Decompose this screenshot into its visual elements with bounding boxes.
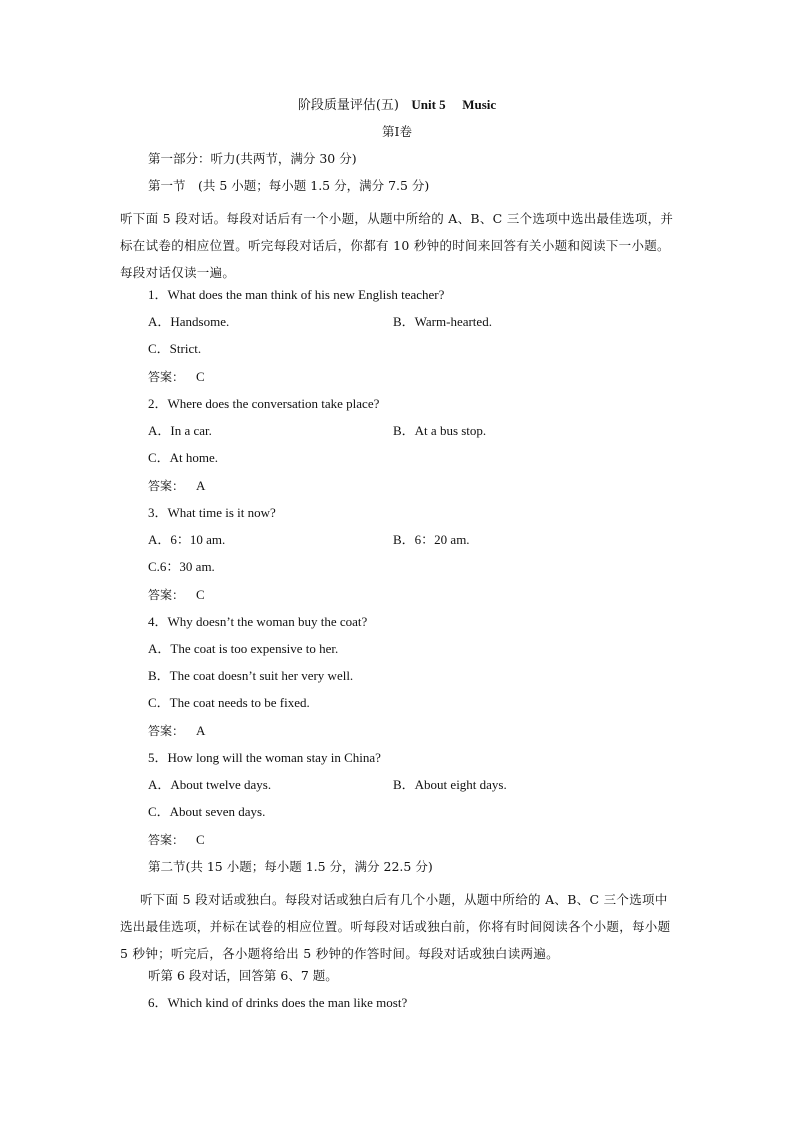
question-3-option-b: B．6：20 am.: [393, 532, 470, 547]
volume-label: 第Ⅰ卷: [382, 124, 412, 139]
question-5-option-c: C．About seven days.: [148, 804, 266, 819]
question-1-option-a: A．Handsome.: [148, 314, 230, 329]
question-6-stem: 6．Which kind of drinks does the man like most?: [148, 995, 408, 1010]
question-3-option-c: C.6：30 am.: [148, 559, 215, 574]
question-5-answer: 答案： C: [148, 832, 205, 847]
question-5-stem: 5．How long will the woman stay in China?: [148, 750, 381, 765]
section1-instructions: 听下面 5 段对话。每段对话后有一个小题，从题中所给的 A、B、C 三个选项中选出最佳选项，并标在试卷的相应位置。听完每段对话后，你都有 10 秒钟的时间来回答有关小题和阅读下一小题。每段对话仅读一遍。: [120, 211, 674, 280]
question-5-option-b: B．About eight days.: [393, 777, 507, 792]
question-5-option-a: A．About twelve days.: [148, 777, 272, 792]
question-3-stem: 3．What time is it now?: [148, 505, 276, 520]
title-topic: Music: [462, 97, 497, 112]
part1-heading: 第一部分：听力(共两节，满分 30 分): [148, 151, 357, 166]
question-2-answer: 答案： A: [148, 478, 206, 493]
section2-heading: 第二节(共 15 小题；每小题 1.5 分，满分 22.5 分): [148, 859, 433, 874]
question-3-answer: 答案： C: [148, 587, 205, 602]
question-4-answer: 答案： A: [148, 723, 206, 738]
question-4-option-a: A．The coat is too expensive to her.: [148, 641, 339, 656]
question-4-option-b: B．The coat doesn’t suit her very well.: [148, 668, 354, 683]
question-4-option-c: C．The coat needs to be fixed.: [148, 695, 310, 710]
title-unit: Unit 5: [411, 97, 446, 112]
question-1-stem: 1．What does the man think of his new English teacher?: [148, 287, 445, 302]
question-3-option-a: A．6：10 am.: [148, 532, 226, 547]
question-2-option-a: A．In a car.: [148, 423, 212, 438]
question-2-option-c: C．At home.: [148, 450, 219, 465]
question-1-option-c: C．Strict.: [148, 341, 202, 356]
question-2-option-b: B．At a bus stop.: [393, 423, 487, 438]
dialog-6-intro: 听第 6 段对话，回答第 6、7 题。: [148, 968, 338, 983]
page-title: [0, 97, 794, 114]
question-4-stem: 4．Why doesn’t the woman buy the coat?: [148, 614, 368, 629]
question-1-answer: 答案： C: [148, 369, 205, 384]
title-cn: 阶段质量评估(五): [297, 98, 399, 113]
section1-heading: 第一节 (共 5 小题；每小题 1.5 分，满分 7.5 分): [148, 178, 430, 193]
question-1-option-b: B．Warm-hearted.: [393, 314, 492, 329]
question-2-stem: 2．Where does the conversation take place?: [148, 396, 380, 411]
section2-instructions: 听下面 5 段对话或独白。每段对话或独白后有几个小题，从题中所给的 A、B、C 三个选项中选出最佳选项，并标在试卷的相应位置。听每段对话或独白前，你将有时间阅读各个小题，每小题 5 秒钟；听完后，各小题将给出 5 秒钟的作答时间。每段对话或独白读两遍。: [120, 892, 671, 961]
